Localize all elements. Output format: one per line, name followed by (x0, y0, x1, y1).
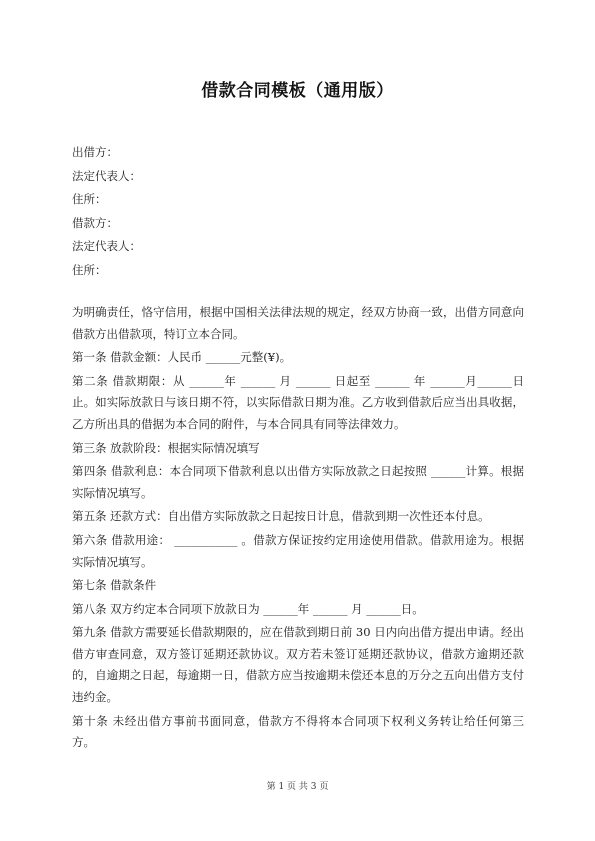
article-10-assignment: 第十条 未经出借方事前书面同意，借款方不得将本合同项下权利义务转让给任何第三方。 (72, 713, 524, 750)
borrower-field-label: 借款方： (72, 215, 118, 230)
preamble-paragraph: 为明确责任，恪守信用，根据中国相关法律法规的规定，经双方协商一致，出借方同意向借款方出借款项，特订立本合同。 (72, 305, 524, 341)
article-3-disbursement-stage: 第三条 放款阶段：根据实际情况填写 (72, 440, 260, 455)
lender-field-label: 出借方： (72, 145, 118, 159)
article-2-loan-term: 第二条 借款期限：从 ______年 ______ 月 ______ 日起至 ______ 年 ______月______日止。如实际放款日与该日期不符，以实际借款日期为准。乙方收到借款后应当出具收据，乙方所出具的借据为本合同的附件，与本合同具有同等法律效力。 (72, 373, 524, 432)
borrower-address-label: 住所： (72, 262, 107, 277)
article-5-repayment: 第五条 还款方式：自出借方实际放款之日起按日计息，借款到期一次性还本付息。 (72, 509, 490, 524)
lender-representative-label: 法定代表人： (72, 168, 141, 183)
article-8-disbursement-date: 第八条 双方约定本合同项下放款日为 ______年 ______ 月 ______日。 (72, 601, 424, 616)
contract-body (72, 302, 524, 756)
article-7-conditions: 第七条 借款条件 (72, 578, 157, 593)
party-info-list (72, 141, 532, 283)
article-4-interest: 第四条 借款利息：本合同项下借款利息以出借方实际放款之日起按照 ______计算。根据实际情况填写。 (72, 464, 524, 500)
document-title: 借款合同模板（通用版） (201, 81, 394, 101)
borrower-representative-label: 法定代表人： (72, 239, 141, 254)
article-6-purpose: 第六条 借款用途： ___________ 。借款方保证按约定用途使用借款。借款用途为。根据实际情况填写。 (72, 532, 524, 569)
page-number-footer: 第 1 页 共 3 页 (266, 782, 329, 792)
lender-address-label: 住所： (72, 192, 107, 207)
article-1-loan-amount: 第一条 借款金额：人民币 ______元整(¥)。 (72, 350, 292, 365)
article-9-extension: 第九条 借款方需要延长借款期限的，应在借款到期日前 30 日内向出借方提出申请。经出借方审查同意，双方签订延期还款协议。双方若未签订延期还款协议，借款方逾期还款的，自逾期之日起，每逾期一日，借款方应当按逾期未偿还本息的万分之五向出借方支付违约金。 (72, 625, 524, 705)
